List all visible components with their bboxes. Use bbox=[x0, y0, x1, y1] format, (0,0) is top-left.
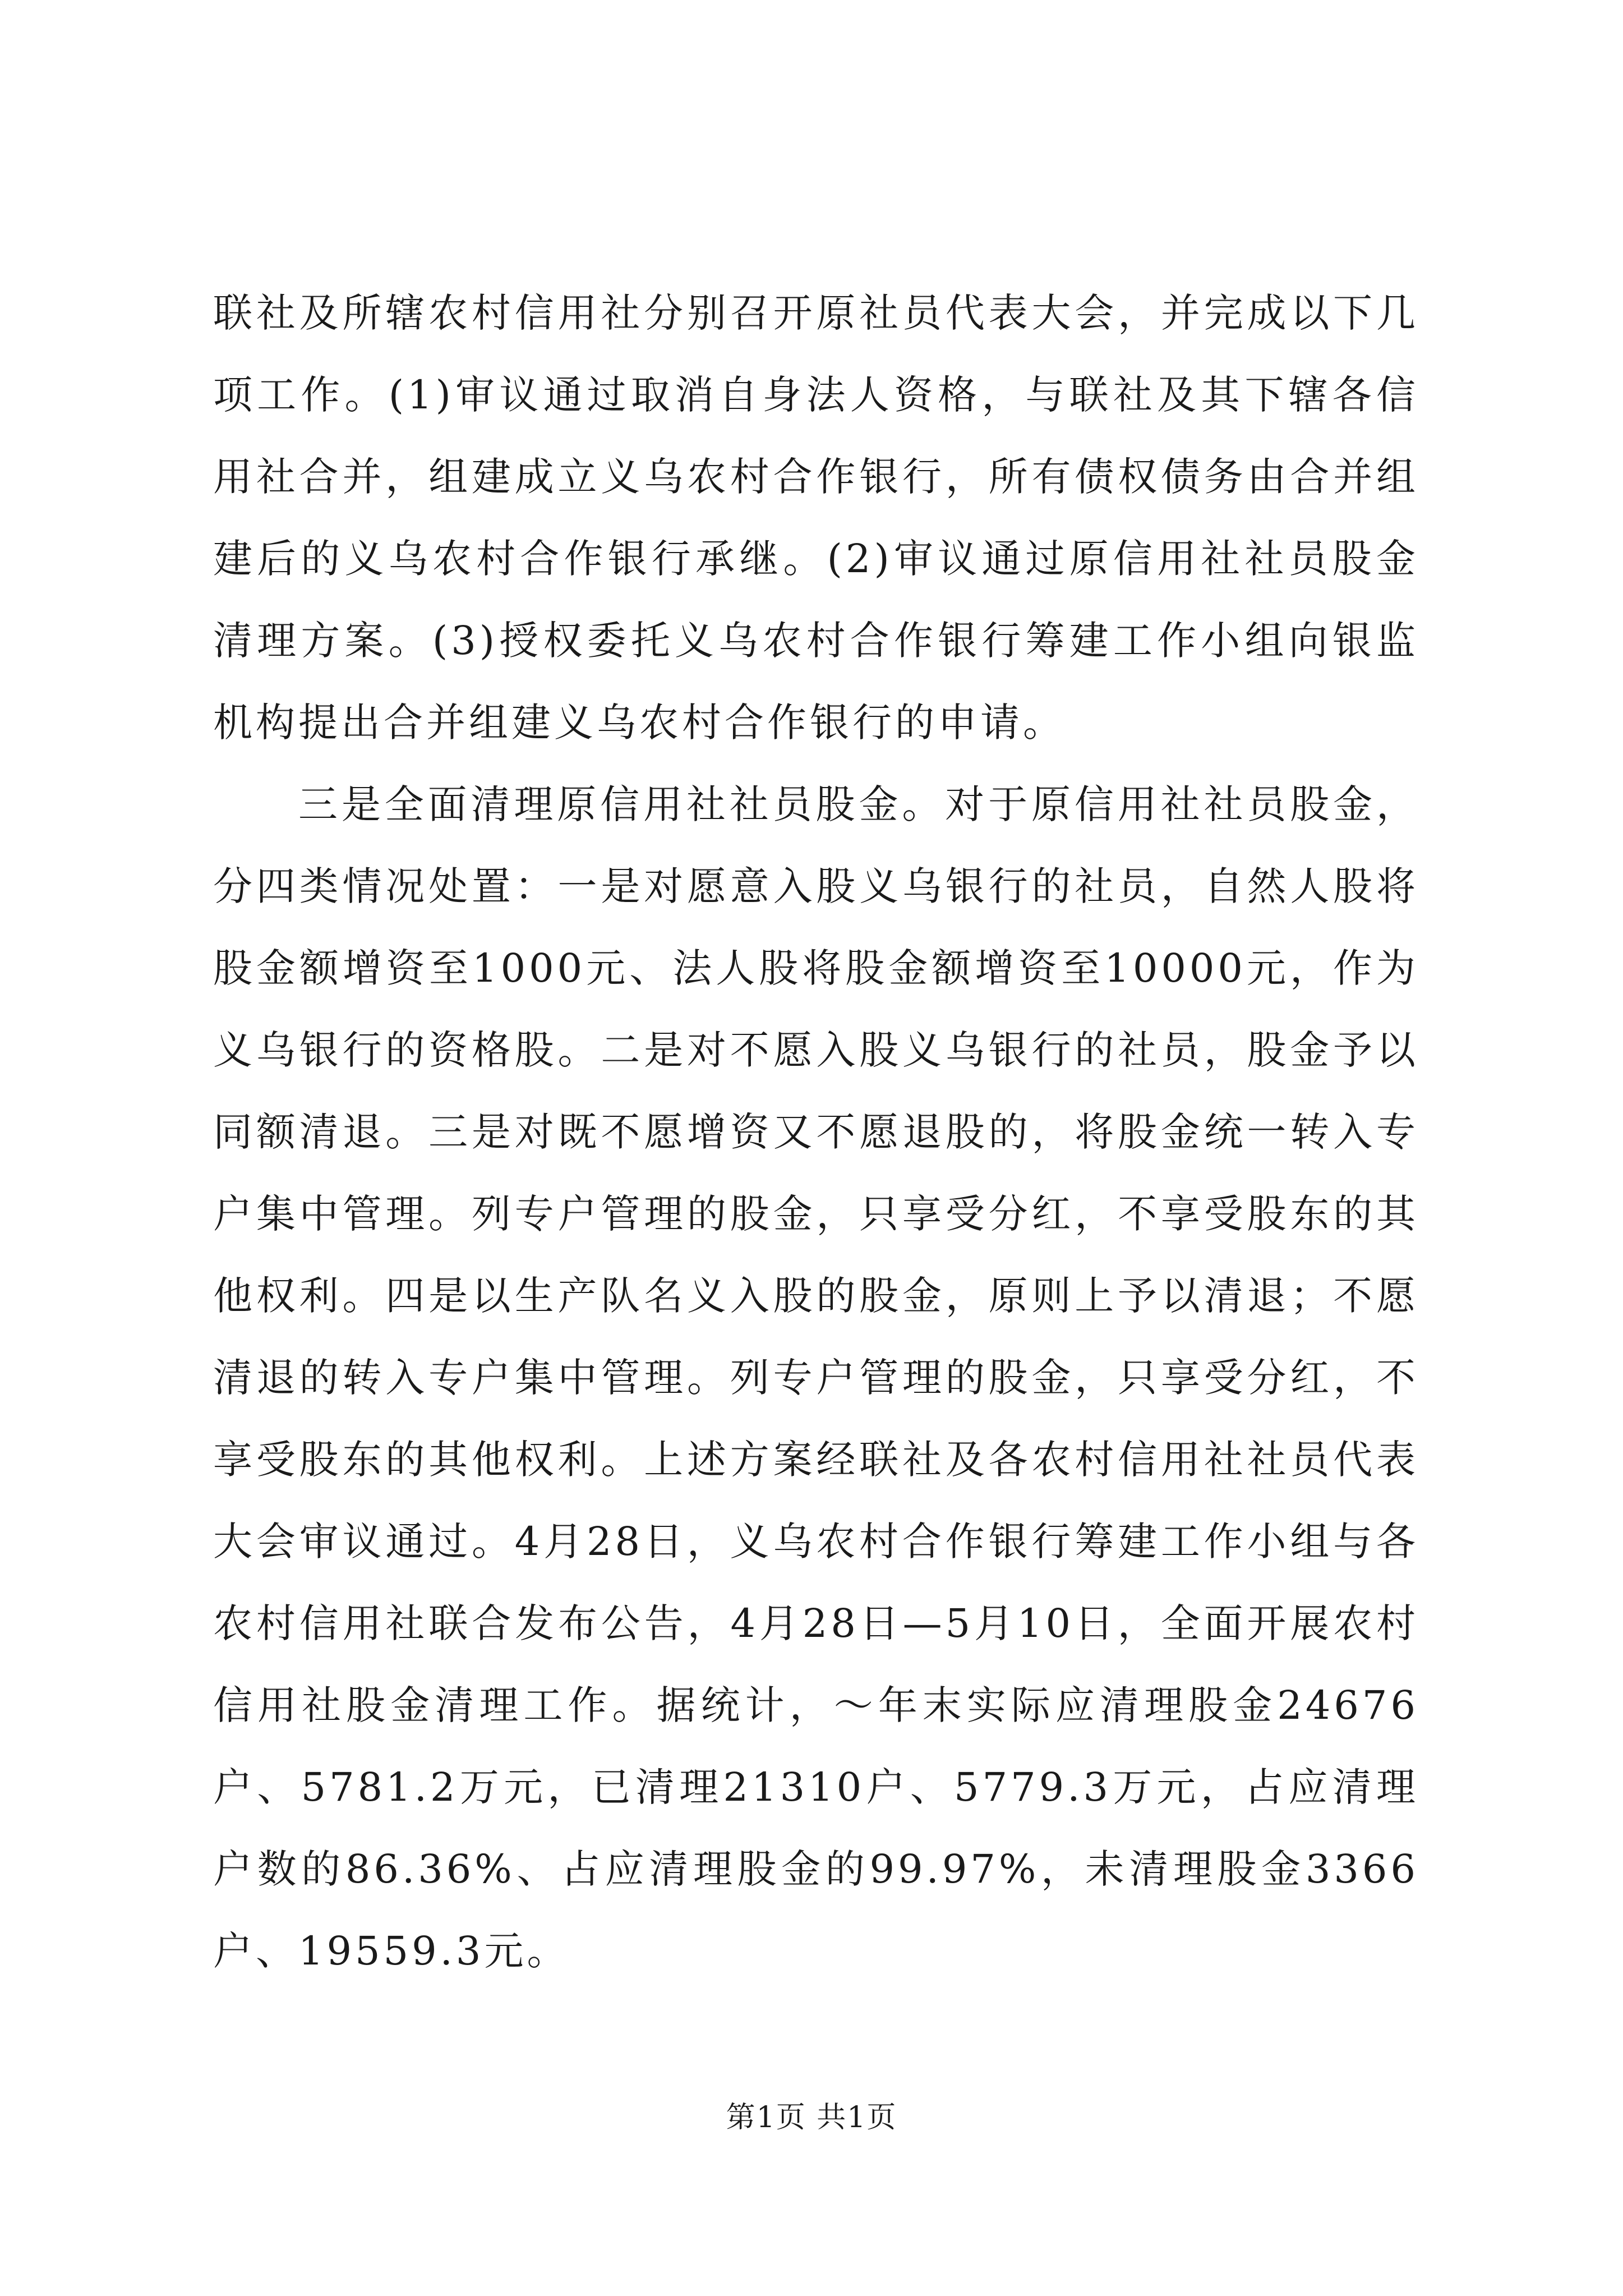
paragraph-2: 三是全面清理原信用社社员股金。对于原信用社社员股金，分四类情况处置：一是对愿意入股义乌银行的社员，自然人股将股金额增资至1000元、法人股将股金额增资至10000元，作为义乌银行的资格股。二是对不愿入股义乌银行的社员，股金予以同额清退。三是对既不愿增资又不愿退股的，将股金统一转入专户集中管理。列专户管理的股金，只享受分红，不享受股东的其他权利。四是以生产队名义入股的股金，原则上予以清退；不愿清退的转入专户集中管理。列专户管理的股金，只享受分红，不享受股东的其他权利。上述方案经联社及各农村信用社社员代表大会审议通过。4月28日，义乌农村合作银行筹建工作小组与各农村信用社联合发布公告，4月28日—5月10日，全面开展农村信用社股金清理工作。据统计，～年末实际应清理股金24676户、5781.2万元，已清理21310户、5779.3万元，占应清理户数的86.36%、占应清理股金的99.97%，未清理股金3366户、19559.3元。 bbox=[213, 781, 1419, 1974]
paragraph-1: 联社及所辖农村信用社分别召开原社员代表大会，并完成以下几项工作。(1)审议通过取消自身法人资格，与联社及其下辖各信用社合并，组建成立义乌农村合作银行，所有债权债务由合并组建后的义乌农村合作银行承继。(2)审议通过原信用社社员股金清理方案。(3)授权委托义乌农村合作银行筹建工作小组向银监机构提出合并组建义乌农村合作银行的申请。 bbox=[213, 290, 1419, 746]
document-body bbox=[213, 272, 1419, 1992]
page-footer: 第1页 共1页 bbox=[726, 2101, 897, 2134]
